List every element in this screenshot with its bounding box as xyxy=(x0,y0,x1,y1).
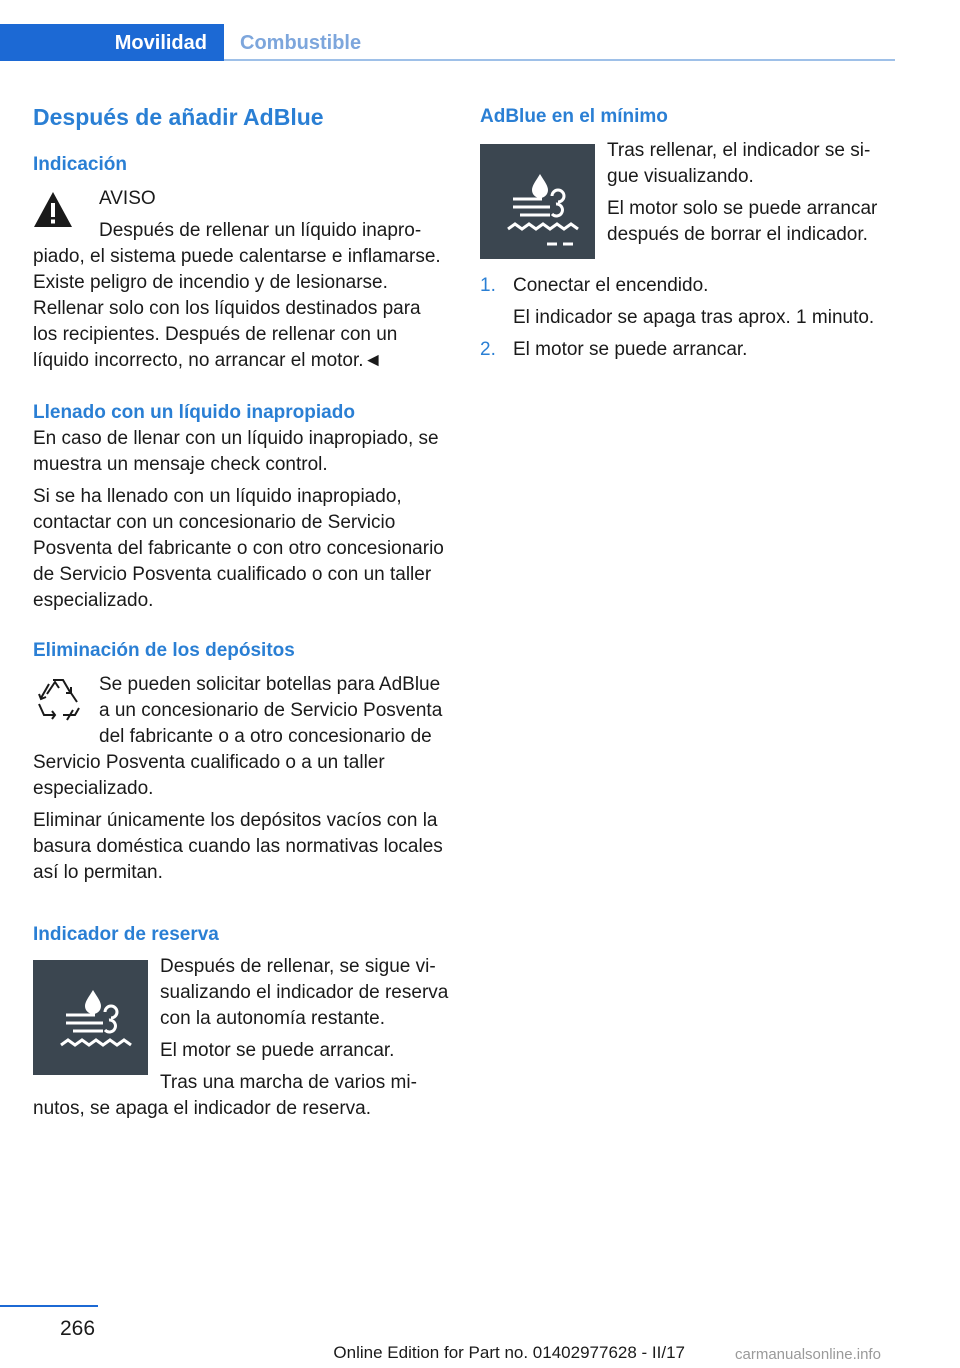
eliminacion-block xyxy=(33,672,449,802)
watermark: carmanualsonline.info xyxy=(735,1346,881,1363)
tab-divider xyxy=(224,59,895,61)
reserva-p3: Tras una marcha de varios minutos, se apaga el indicador de reserva. xyxy=(33,1072,417,1119)
eliminacion-p2: Eliminar únicamente los depósitos vacíos con la basura doméstica cuando las normativas locales así lo permitan. xyxy=(33,810,443,883)
step-number: 2. xyxy=(480,339,496,360)
right-column xyxy=(480,100,895,369)
adblue-indicator-icon xyxy=(480,144,595,259)
adblue-indicator-icon xyxy=(33,960,148,1075)
aviso-label: AVISO xyxy=(99,188,156,209)
step-text: Conectar el encendido. xyxy=(513,275,709,296)
aviso-text: Después de rellenar un líquido inapropiado, el sistema puede calentarse e inflamarse. Existe peligro de incendio y de lesionarse. Rellenar solo con los líquidos destinados para los recipientes. Después de rellenar con un líquido incorrecto, no arrancar el motor.◄ xyxy=(33,220,441,371)
footer-rule xyxy=(0,1305,98,1307)
left-column xyxy=(33,100,449,1122)
reserva-p2: El motor se puede arrancar. xyxy=(160,1040,395,1061)
section-title: Después de añadir AdBlue xyxy=(33,104,324,130)
warning-triangle-icon xyxy=(33,190,73,230)
heading-indicacion: Indicación xyxy=(33,154,127,175)
heading-llenado: Llenado con un líquido inapropiado xyxy=(33,402,355,423)
step-subtext: El indicador se apaga tras aprox. 1 minuto. xyxy=(513,307,875,328)
list-item xyxy=(480,337,895,363)
heading-reserva: Indicador de reserva xyxy=(33,924,219,945)
page-number: 266 xyxy=(60,1317,96,1340)
reserva-block xyxy=(33,954,449,1122)
step-text: El motor se puede arrancar. xyxy=(513,339,748,360)
edition-text: Online Edition for Part no. 01402977628 - II/17 xyxy=(333,1343,685,1362)
eliminacion-p1: Se pueden solicitar botellas para AdBlue a un concesionario de Servicio Posventa del fabricante o a otro concesionario de Servicio Posventa cualificado o a un taller especializado. xyxy=(33,674,443,799)
header-tabs xyxy=(0,24,895,61)
steps-list xyxy=(480,273,895,363)
minimo-block xyxy=(480,138,895,259)
reserva-p1: Después de rellenar, se sigue visualizando el indicador de reserva con la autonomía restante. xyxy=(160,956,449,1029)
list-item xyxy=(480,273,895,331)
recycle-icon xyxy=(33,674,85,728)
llenado-p2: Si se ha llenado con un líquido inapropiado, contactar con un concesionario de Servicio Posventa del fabricante o con otro concesionario de Servicio Posventa cualificado o con un taller especializado. xyxy=(33,486,444,611)
warning-block xyxy=(33,186,449,374)
tab-combustible[interactable]: Combustible xyxy=(240,31,362,54)
heading-minimo: AdBlue en el mínimo xyxy=(480,106,668,127)
step-number: 1. xyxy=(480,275,496,296)
minimo-p2: El motor solo se puede arrancar después de borrar el indicador. xyxy=(607,198,878,245)
heading-eliminacion: Eliminación de los depósitos xyxy=(33,640,295,661)
minimo-p1: Tras rellenar, el indicador se sigue visualizando. xyxy=(607,140,871,187)
llenado-p1: En caso de llenar con un líquido inapropiado, se muestra un mensaje check control. xyxy=(33,428,439,475)
tab-movilidad[interactable]: Movilidad xyxy=(0,24,224,61)
